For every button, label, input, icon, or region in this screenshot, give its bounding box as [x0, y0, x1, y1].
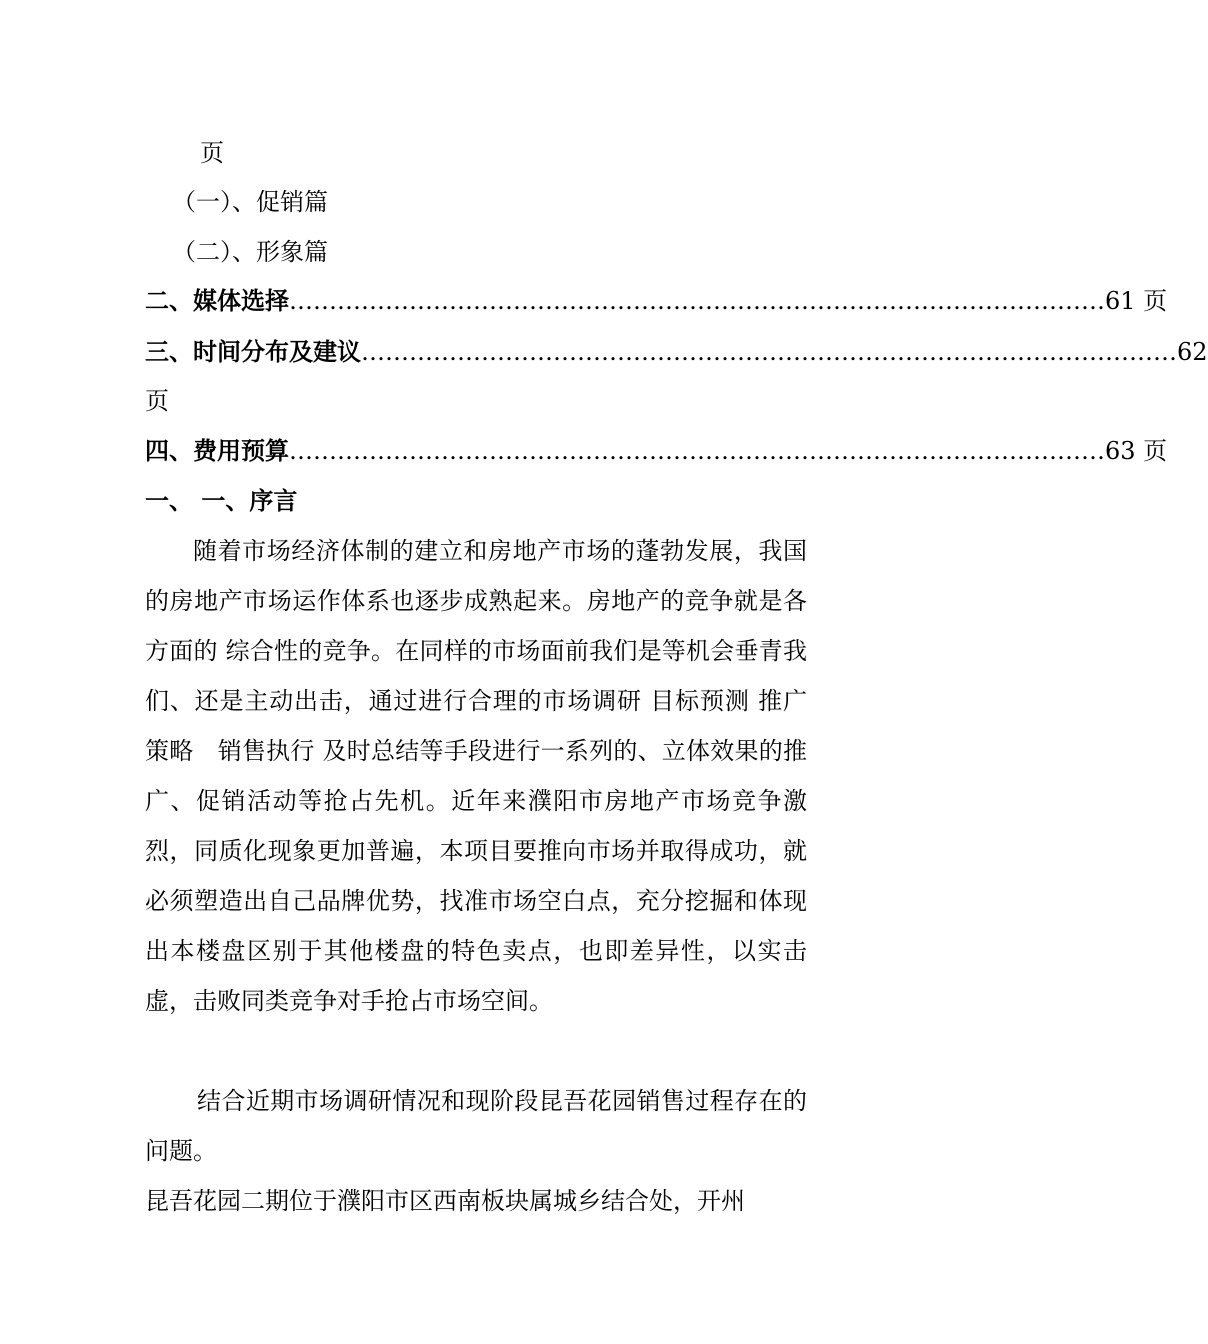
toc-subitem-image: （二）、形象篇	[172, 238, 328, 266]
paragraph-intro: 随着市场经济体制的建立和房地产市场的蓬勃发展，我国的房地产市场运作体系也逐步成熟起来。房地产的竞争就是各方面的 综合性的竞争。在同样的市场面前我们是等机会垂青我们、还是主动出击，通过进行合理的市场调研 目标预测 推广策略 销售执行 及时总结等手段进行一系列的、立体效果的推广、促销活动等抢占先机。近年来濮阳市房地产市场竞争激烈，同质化现象更加普遍，本项目要推向市场并取得成功，就必须塑造出自己品牌优势，找准市场空白点，充分挖掘和体现出本楼盘区别于其他楼盘的特色卖点，也即差异性，以实击虚，击败同类竞争对手抢占市场空间。	[145, 537, 807, 1015]
toc-subitem-promotion: （一）、促销篇	[172, 188, 328, 216]
toc-item-schedule-page-wrap: 页	[145, 387, 169, 415]
toc-leader-dots: …………………………………………………………………………………………	[361, 338, 1177, 366]
toc-leader-dots: …………………………………………………………………………………………	[289, 437, 1105, 465]
toc-item-media-page: 61 页	[1105, 287, 1168, 315]
toc-item-budget[interactable]	[145, 436, 1168, 466]
toc-item-budget-page: 63 页	[1105, 437, 1168, 465]
toc-page-fragment: 页	[200, 139, 224, 167]
paragraph-market-research: 结合近期市场调研情况和现阶段昆吾花园销售过程存在的问题。	[145, 1087, 807, 1165]
toc-item-schedule-page: 62	[1177, 338, 1208, 366]
paragraph-location: 昆吾花园二期位于濮阳市区西南板块属城乡结合处，开州	[145, 1187, 745, 1215]
toc-item-schedule[interactable]	[145, 337, 1208, 367]
toc-item-media[interactable]	[145, 286, 1168, 316]
toc-item-budget-title: 四、费用预算	[145, 436, 289, 465]
toc-item-media-title: 二、媒体选择	[145, 286, 289, 315]
section-heading-preface: 一、 一、序言	[145, 486, 298, 515]
toc-leader-dots: …………………………………………………………………………………………	[289, 287, 1105, 315]
toc-item-schedule-title: 三、时间分布及建议	[145, 337, 361, 366]
